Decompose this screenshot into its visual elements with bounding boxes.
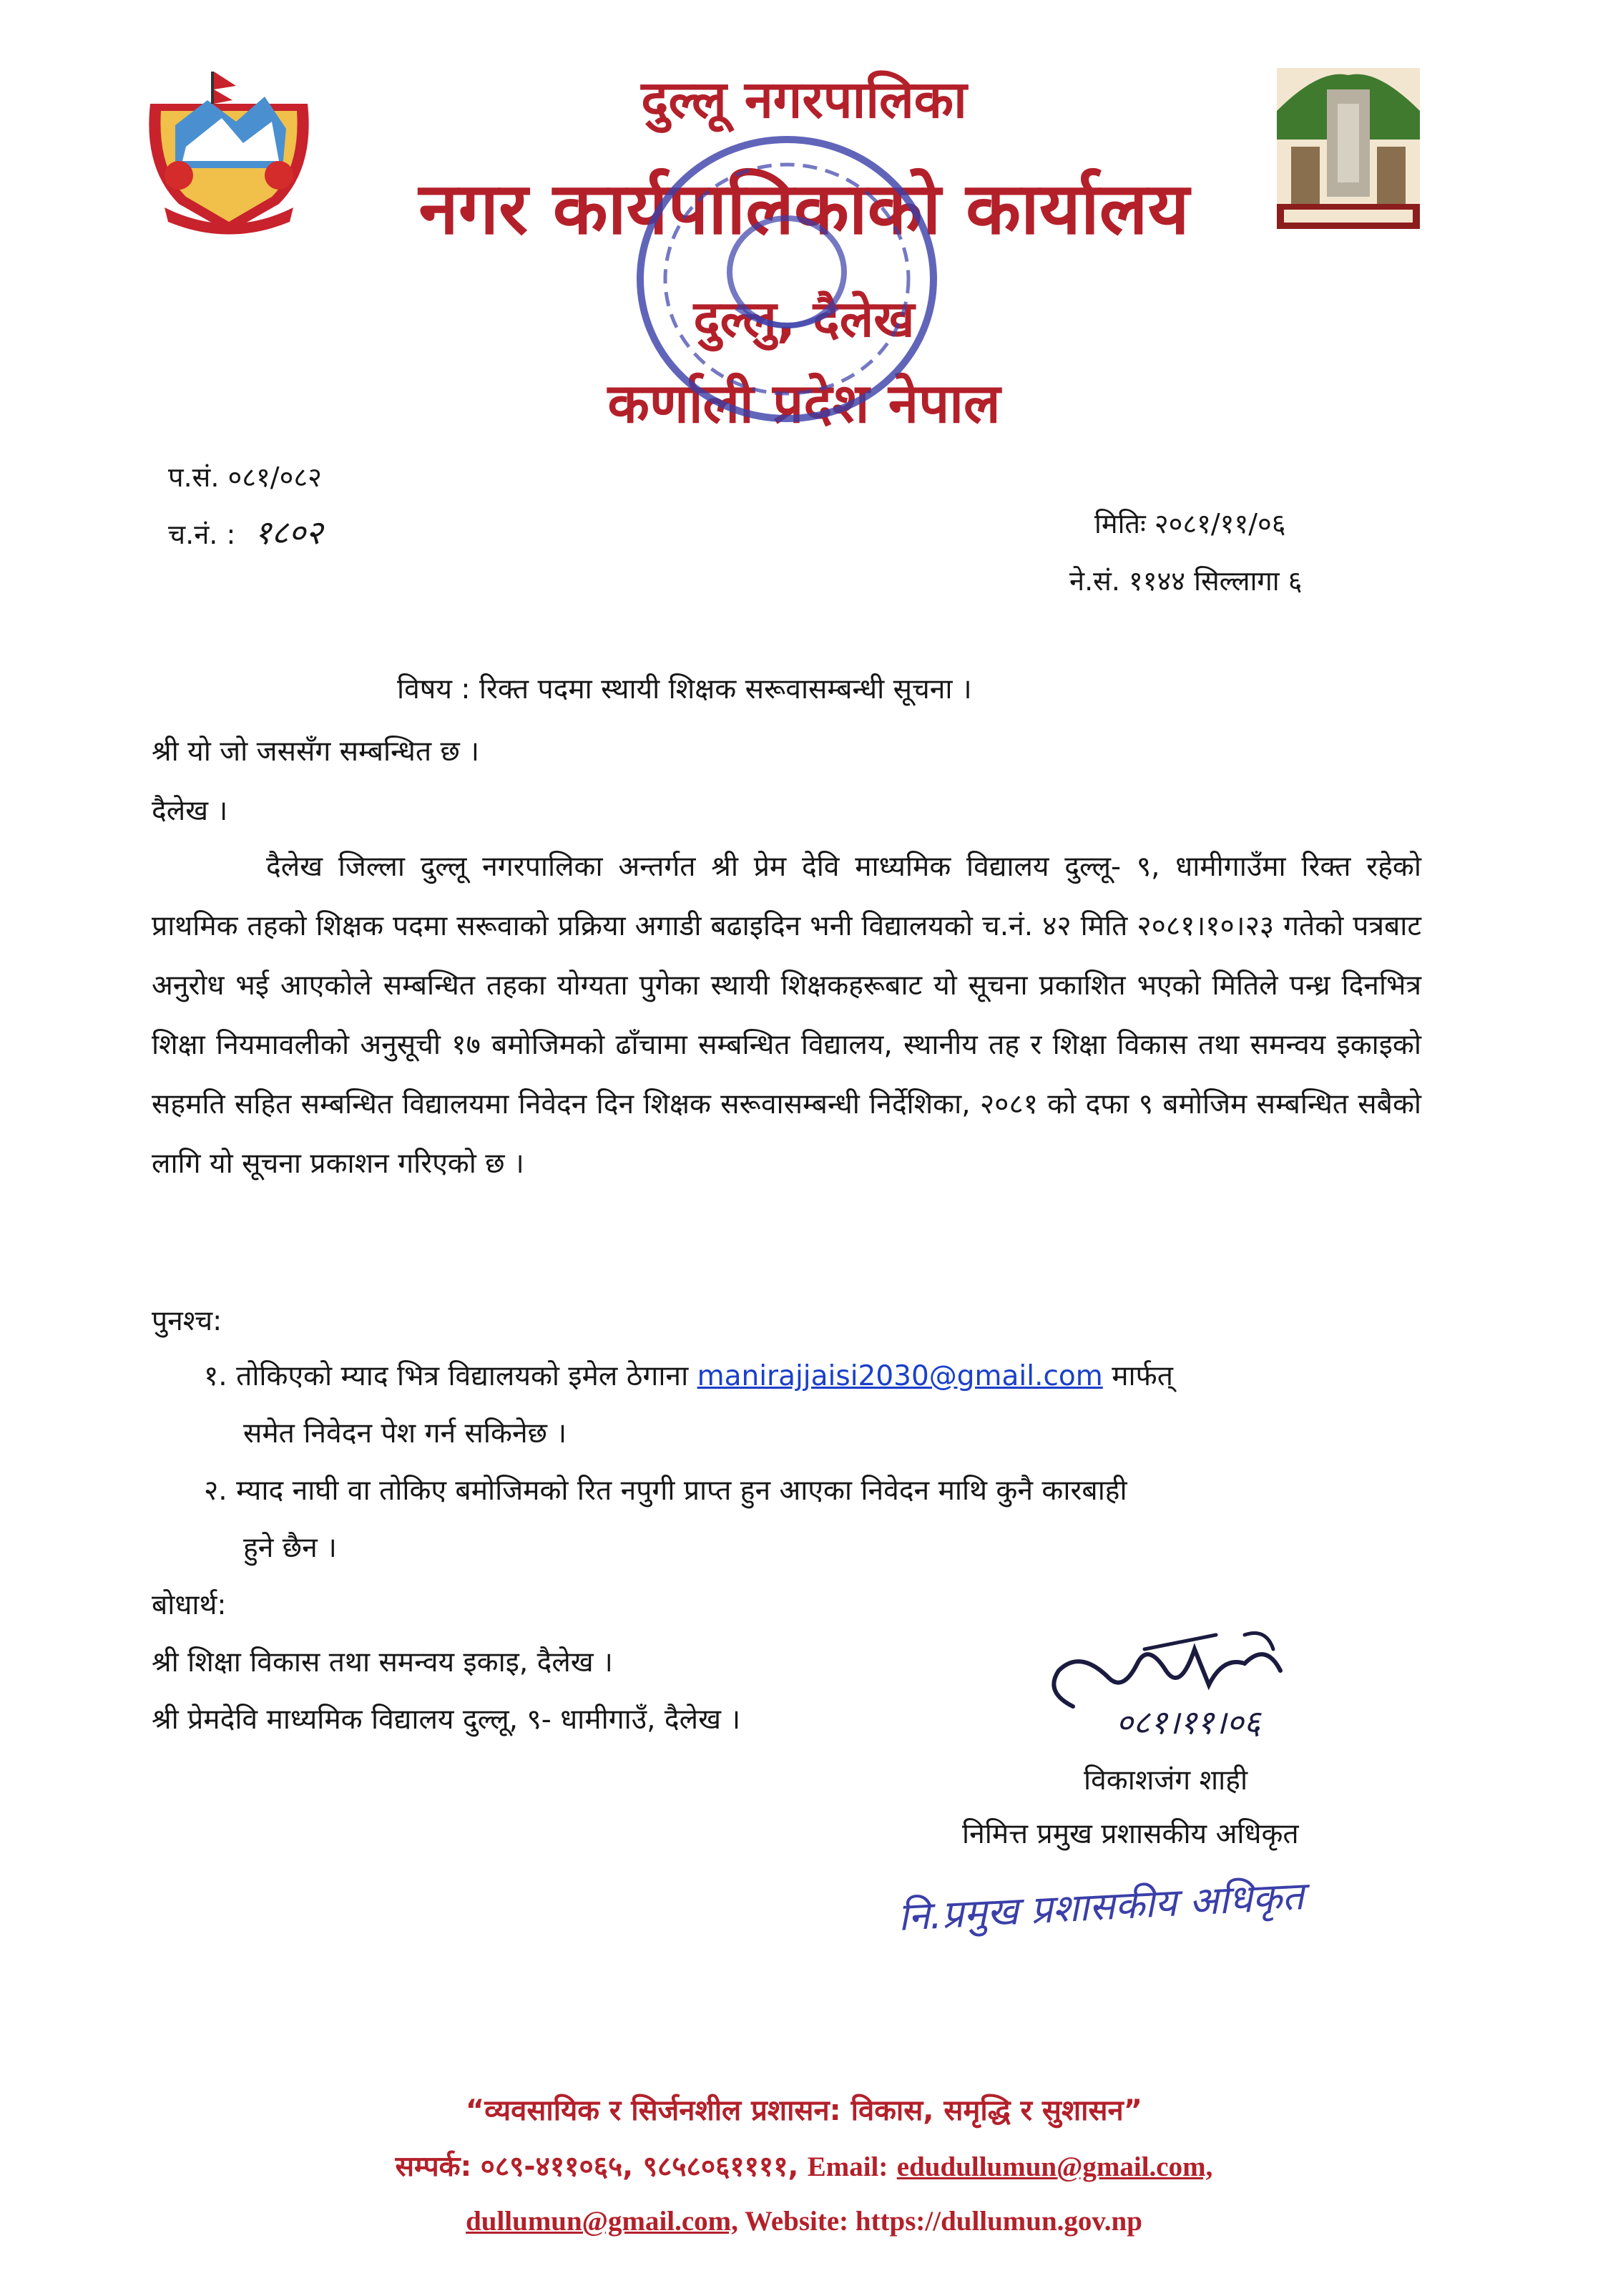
- postscript-item-2: [204, 1470, 1127, 1508]
- province-country: कर्णाली प्रदेश नेपाल: [607, 371, 1001, 435]
- office-location: दुल्लु, दैलेख: [693, 290, 915, 348]
- item-text: म्याद नाघी वा तोकिए बमोजिमको रित नपुगी प्राप्त हुन आएका निवेदन माथि कुनै कारबाही: [236, 1475, 1127, 1507]
- footer-contact: [0, 2146, 1608, 2184]
- office-name: नगर कार्यपालिकाको कार्यालय: [418, 167, 1190, 250]
- office-seal-stamp: [629, 129, 944, 429]
- footer-email-1[interactable]: edudullumun@gmail.com,: [896, 2151, 1213, 2182]
- footer-web: [0, 2205, 1608, 2237]
- postscript-item-1-line-2: समेत निवेदन पेश गर्न सकिनेछ ।: [243, 1417, 567, 1450]
- ps-label: प.सं.: [168, 461, 220, 493]
- footer-website-link[interactable]: https://dullumun.gov.np: [855, 2206, 1142, 2237]
- signatory-designation: निमित्त प्रमुख प्रशासकीय अधिकृत: [962, 1818, 1299, 1850]
- reference-chn: [168, 509, 323, 554]
- school-email-link[interactable]: manirajjaisi2030@gmail.com: [697, 1360, 1103, 1392]
- cc-line-2: श्री प्रेमदेवि माध्यमिक विद्यालय दुल्लू, ९- धामीगाउँ, दैलेख ।: [152, 1704, 741, 1736]
- contact-phones: ०८९-४११०६५, ९८५८०६११११,: [480, 2151, 799, 2183]
- item-text: तोकिएको म्याद भित्र विद्यालयको इमेल ठेगाना: [236, 1360, 689, 1392]
- chn-label: च.नं. :: [168, 519, 236, 550]
- cc-line-1: श्री शिक्षा विकास तथा समन्वय इकाइ, दैलेख ।: [152, 1646, 613, 1679]
- item-number: २.: [204, 1475, 227, 1507]
- designation-stamp: नि.प्रमुख प्रशासकीय अधिकृत: [896, 1873, 1305, 1940]
- email-label: Email:: [807, 2151, 888, 2182]
- footer-slogan: “व्यवसायिक र सिर्जनशील प्रशासन: विकास, समृद्धि र सुशासन”: [465, 2094, 1143, 2127]
- nepal-sambat-date: ने.सं. ११४४ सिल्लागा ६: [1069, 565, 1303, 597]
- addressee-line-1: श्री यो जो जससँग सम्बन्धित छ ।: [152, 736, 480, 768]
- item-text: मार्फत्: [1112, 1360, 1173, 1392]
- date-value: २०८१/११/०६: [1154, 508, 1286, 539]
- cc-label: बोधार्थ:: [152, 1589, 227, 1621]
- ps-value: ०८१/०८२: [227, 461, 322, 493]
- letter-date: [1094, 504, 1286, 542]
- footer-email-2[interactable]: dullumun@gmail.com,: [466, 2206, 738, 2237]
- date-label: मितिः: [1094, 508, 1146, 539]
- letter-subject: विषय : रिक्त पदमा स्थायी शिक्षक सरूवासम्बन्धी सूचना ।: [397, 673, 972, 705]
- postscript-item-1: [204, 1356, 1173, 1394]
- municipality-name: दुल्लू नगरपालिका: [641, 69, 967, 130]
- signature-date-handwritten: ०८१।११।०६: [1116, 1703, 1261, 1741]
- body-paragraph: दैलेख जिल्ला दुल्लू नगरपालिका अन्तर्गत श्री प्रेम देवि माध्यमिक विद्यालय दुल्लू- ९, धामीगाउँमा रिक्त रहेको प्राथमिक तहको शिक्षक पदमा सरूवाको प्रक्रिया अगाडी बढाइदिन भनी विद्यालयको च.नं. ४२ मिति २०८१।१०।२३ गतेको पत्रबाट अनुरोध भई आएकोले सम्बन्धित तहका योग्यता पुगेका स्थायी शिक्षकहरूबाट यो सूचना प्रकाशित भएको मितिले पन्ध्र दिनभित्र शिक्षा नियमावलीको अनुसूची १७ बमोजिमको ढाँचामा सम्बन्धित विद्यालय, स्थानीय तह र शिक्षा विकास तथा समन्वय इकाइको सहमति सहित सम्बन्धित विद्यालयमा निवेदन दिन शिक्षक सरूवासम्बन्धी निर्देशिका, २०८१ को दफा ९ बमोजिम सम्बन्धित सबैको लागि यो सूचना प्रकाशन गरिएको छ ।: [152, 851, 1421, 1180]
- website-label: Website:: [744, 2206, 849, 2237]
- postscript-item-2-line-2: हुने छैन ।: [243, 1532, 337, 1564]
- signatory-name: विकाशजंग शाही: [1084, 1764, 1248, 1797]
- contact-label: सम्पर्क:: [395, 2151, 472, 2183]
- chn-value-handwritten: १८०२: [254, 513, 323, 552]
- addressee-line-2: दैलेख ।: [152, 795, 228, 827]
- item-number: १.: [204, 1360, 227, 1392]
- postscript-label: पुनश्च:: [152, 1305, 222, 1337]
- reference-ps: [168, 458, 322, 495]
